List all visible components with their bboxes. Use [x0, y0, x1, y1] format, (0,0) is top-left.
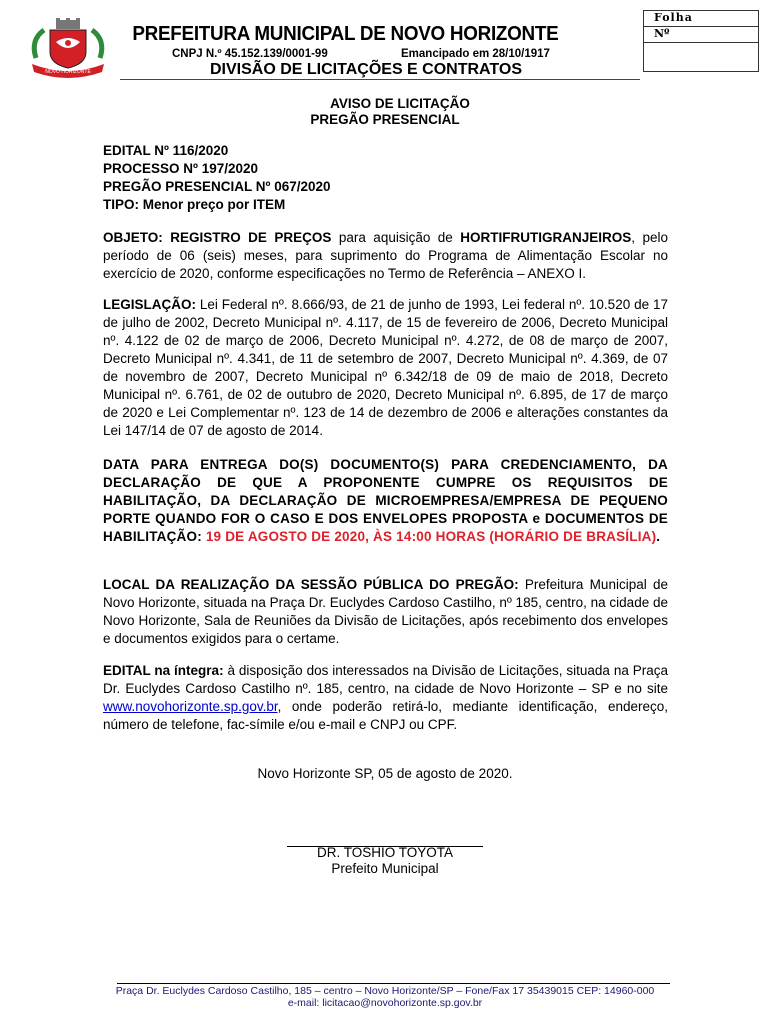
footer-email: e-mail: licitacao@novohorizonte.sp.gov.br: [287, 997, 483, 1009]
website-link[interactable]: www.novohorizonte.sp.gov.br: [103, 699, 278, 714]
data-entrega-paragraph: DATA PARA ENTREGA DO(S) DOCUMENTO(S) PARA CREDENCIAMENTO, DA DECLARAÇÃO DE QUE A PROPONENTE CUMPRE OS REQUISITOS DE HABILITAÇÃO, DA DECLARAÇÃO DE MICROEMPRESA/EMPRESA DE PEQUENO PORTE QUANDO FOR O CASO E DOS ENVELOPES PROPOSTA e DOCUMENTOS DE HABILITAÇÃO: 19 DE AGOSTO DE 2020, ÀS 14:00 HORAS (HORÁRIO DE BRASÍLIA).: [103, 457, 668, 544]
edital-number: EDITAL Nº 116/2020: [103, 143, 229, 158]
pregao-number: PREGÃO PRESENCIAL Nº 067/2020: [103, 179, 331, 194]
deadline-highlight: 19 DE AGOSTO DE 2020, ÀS 14:00 HORAS (HORÁRIO DE BRASÍLIA): [205, 529, 657, 544]
division-title: DIVISÃO DE LICITAÇÕES E CONTRATOS: [210, 61, 523, 78]
edital-integra-label: EDITAL na íntegra:: [103, 663, 224, 678]
processo-number: PROCESSO Nº 197/2020: [103, 161, 259, 176]
header-divider: [120, 79, 640, 80]
page-title: PREFEITURA MUNICIPAL DE NOVO HORIZONTE: [132, 22, 559, 45]
notice-title: AVISO DE LICITAÇÃO: [330, 96, 470, 111]
objeto-label: OBJETO: REGISTRO DE PREÇOS: [103, 230, 332, 245]
edital-identifiers: [103, 142, 331, 214]
tipo-line: TIPO: Menor preço por ITEM: [103, 197, 286, 212]
local-label: LOCAL DA REALIZAÇÃO DA SESSÃO PÚBLICA DO PREGÃO:: [103, 577, 519, 592]
folha-label: Folha: [654, 11, 693, 24]
municipal-crest-logo: [26, 18, 110, 80]
numero-label: Nº: [654, 27, 670, 40]
footer-address: Praça Dr. Euclydes Cardoso Castilho, 185 – centro – Novo Horizonte/SP – Fone/Fax 17 35439015 CEP: 14960-000: [115, 985, 655, 997]
emancipation-date: Emancipado em 28/10/1917: [401, 48, 550, 60]
legislacao-paragraph: LEGISLAÇÃO: Lei Federal nº. 8.666/93, de 21 de junho de 1993, Lei federal nº. 10.520 de 17 de julho de 2002, Decreto Municipal nº. 4.117, de 15 de fevereiro de 2006, Decreto Municipal nº. 4.122 de 02 de março de 2006, Decreto Municipal nº. 4.272, de 08 de março de 2007, Decreto Municipal nº. 4.341, de 11 de setembro de 2007, Decreto Municipal nº. 4.369, de 07 de novembro de 2007, Decreto Municipal nº 6.342/18 de 09 de maio de 2018, Decreto Municipal nº. 6.761, de 02 de outubro de 2020, Decreto Municipal nº. 6.895, de 17 de março de 2020 e Lei Complementar nº. 123 de 14 de dezembro de 2006 e alterações constantes da Lei 147/14 de 07 de agosto de 2014.: [103, 297, 668, 438]
cnpj-line: CNPJ N.º 45.152.139/0001-99: [172, 48, 328, 60]
legislacao-label: LEGISLAÇÃO:: [103, 297, 196, 312]
footer-divider: [117, 983, 670, 984]
edital-integra-paragraph: EDITAL na íntegra: à disposição dos interessados na Divisão de Licitações, situada na Praça Dr. Euclydes Cardoso Castilho nº. 185, centro, na cidade de Novo Horizonte – SP e no site www.novohorizonte.sp.gov.br, onde poderão retirá-lo, mediante identificação, endereço, número de telefone, fac-símile e/ou e-mail e CNPJ ou CPF.: [103, 663, 669, 732]
date-line: Novo Horizonte SP, 05 de agosto de 2020.: [257, 766, 513, 781]
local-paragraph: LOCAL DA REALIZAÇÃO DA SESSÃO PÚBLICA DO PREGÃO: Prefeitura Municipal de Novo Horizonte, situada na Praça Dr. Euclydes Cardoso Castilho, nº 185, centro, na cidade de Novo Horizonte, Sala de Reuniões da Divisão de Licitações, após recebimento dos envelopes e documentos exigidos para o certame.: [103, 577, 668, 646]
folha-stamp-box: [643, 10, 759, 72]
signatory-name: DR. TOSHIO TOYOTA: [316, 845, 454, 860]
notice-subtitle: PREGÃO PRESENCIAL: [310, 112, 460, 127]
objeto-paragraph: OBJETO: REGISTRO DE PREÇOS para aquisição de HORTIFRUTIGRANJEIROS, pelo período de 06 (seis) meses, para suprimento do Programa de Alimentação Escolar no exercício de 2020, conforme especificações no Termo de Referência – ANEXO I.: [103, 230, 669, 281]
crest-motto: NOVO HORIZONTE: [45, 69, 91, 75]
signatory-role: Prefeito Municipal: [331, 861, 439, 876]
